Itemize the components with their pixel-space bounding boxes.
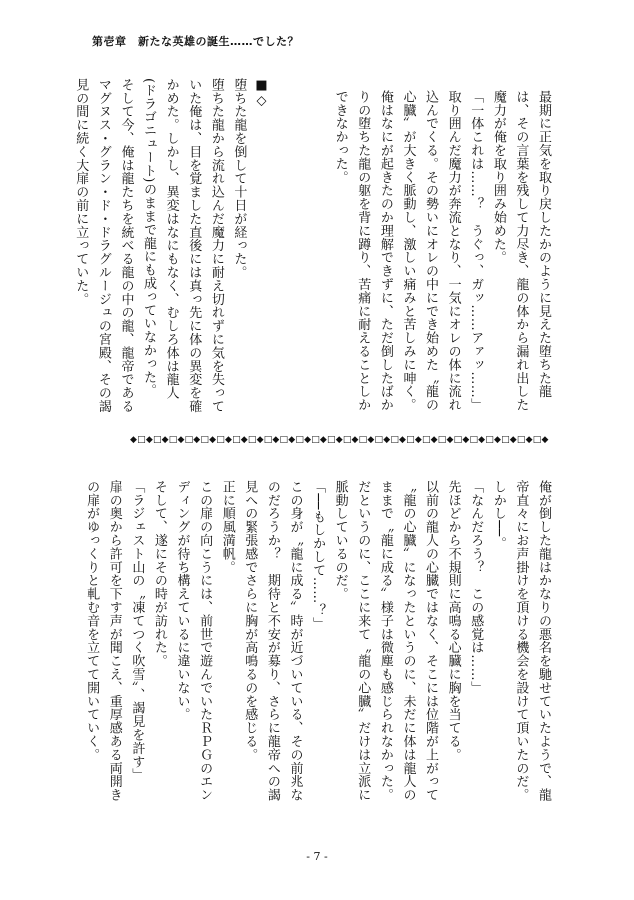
paragraph: 「──もしかして……？」 — [310, 480, 326, 631]
paragraph: 「ラジェスト山の〝凍てつく吹雪〟、謁見を許す」 — [129, 480, 145, 782]
chapter-header: 第壱章 新たな英雄の誕生……でした？ — [92, 35, 299, 48]
ornamental-divider: ◆□◆□◆□◆□◆□◆□◆□◆□◆□◆□◆□◆□◆□◆□◆□◆□◆□◆□◆□◆□◆□◆□◆□◆□◆□◆□◆ — [130, 435, 549, 445]
paragraph: そして、遂にその時が訪れた。 — [151, 480, 167, 668]
text-block-top-right — [328, 90, 554, 415]
paragraph: 扉の奥から許可を下す声が聞こえ、重厚感ある両開きの扉がゆっくりと軋む音を立てて開いていく。 — [84, 480, 122, 802]
paragraph: 先ほどから不規則に高鳴る心臓に胸を当てる。 — [445, 480, 461, 762]
paragraph: この扉の向こうには、前世で遊んでいたＲＰＧのエンディングが待ち構えているに違いない。 — [174, 480, 213, 802]
paragraph: この身が〝龍に成る〟時が近づいている、その前兆なのだろうか？ 期待と不安が募り、さらに龍帝への謁見への緊張感でさらに胸が高鳴るのを感じる。 — [242, 480, 303, 802]
paragraph: 以前の龍人の心臓ではなく、そこには位階が上がって〝龍の心臓〟になったというのに、未だに体は龍人のままで〝龍に成る〟様子は微塵も感じられなかった。だというのに、ここに来て〝龍の心臓〟だけは立派に脈動しているのだ。 — [332, 480, 439, 802]
paragraph: 最期に正気を取り戻したかのように見えた堕ちた龍は、その言葉を残して力尽き、龍の体から漏れ出した魔力が俺を取り囲み始めた。 — [490, 90, 551, 412]
paragraph: 堕ちた龍を倒して十日が経った。 — [231, 78, 247, 279]
paragraph: 正に順風満帆。 — [219, 480, 235, 574]
paragraph: 堕ちた龍から流れ込んだ魔力に耐え切れずに気を失っていた俺は、目を覚ました直後には真っ先に体の異変を確かめた。しかし、異変はなにもなく、むしろ体は龍人(ドラゴニュート)のままで龍にも成っていなかった。 — [141, 78, 224, 413]
page-number: - 7 - — [306, 850, 328, 863]
paragraph: 取り囲んだ魔力が奔流となり、一気にオレの体に流れ込んでくる。その勢いにオレの中にでき始めた〝龍の心臓〟が大きく脈動し、激しい痛みと苦しみに呻く。 — [400, 90, 461, 412]
paragraph: 俺はなにが起きたのか理解できずに、ただ倒したばかりの堕ちた龍の躯を背に蹲り、苦痛に耐えることしかできなかった。 — [332, 90, 393, 412]
paragraph: そして今、俺は龍たちを統べる龍の中の龍、龍帝であるマグヌス・グラン・ド・ドラグルージュの宮殿、その謁見の間に続く大扉の前に立っていた。 — [73, 78, 134, 413]
text-block-bottom — [80, 480, 554, 810]
text-block-top-left — [69, 78, 272, 418]
paragraph: 「なんだろう？ この感覚は……」 — [468, 480, 484, 695]
paragraph: 「一体これは……？ うぐっ、ガッ……アァッ……」 — [468, 90, 484, 412]
section-mark: ■◇ — [254, 78, 269, 109]
paragraph: 俺が倒した龍はかなりの悪名を馳せていたようで、龍帝直々にお声掛けを頂ける機会を設けて頂いたのだ。しかし──。 — [490, 480, 551, 802]
